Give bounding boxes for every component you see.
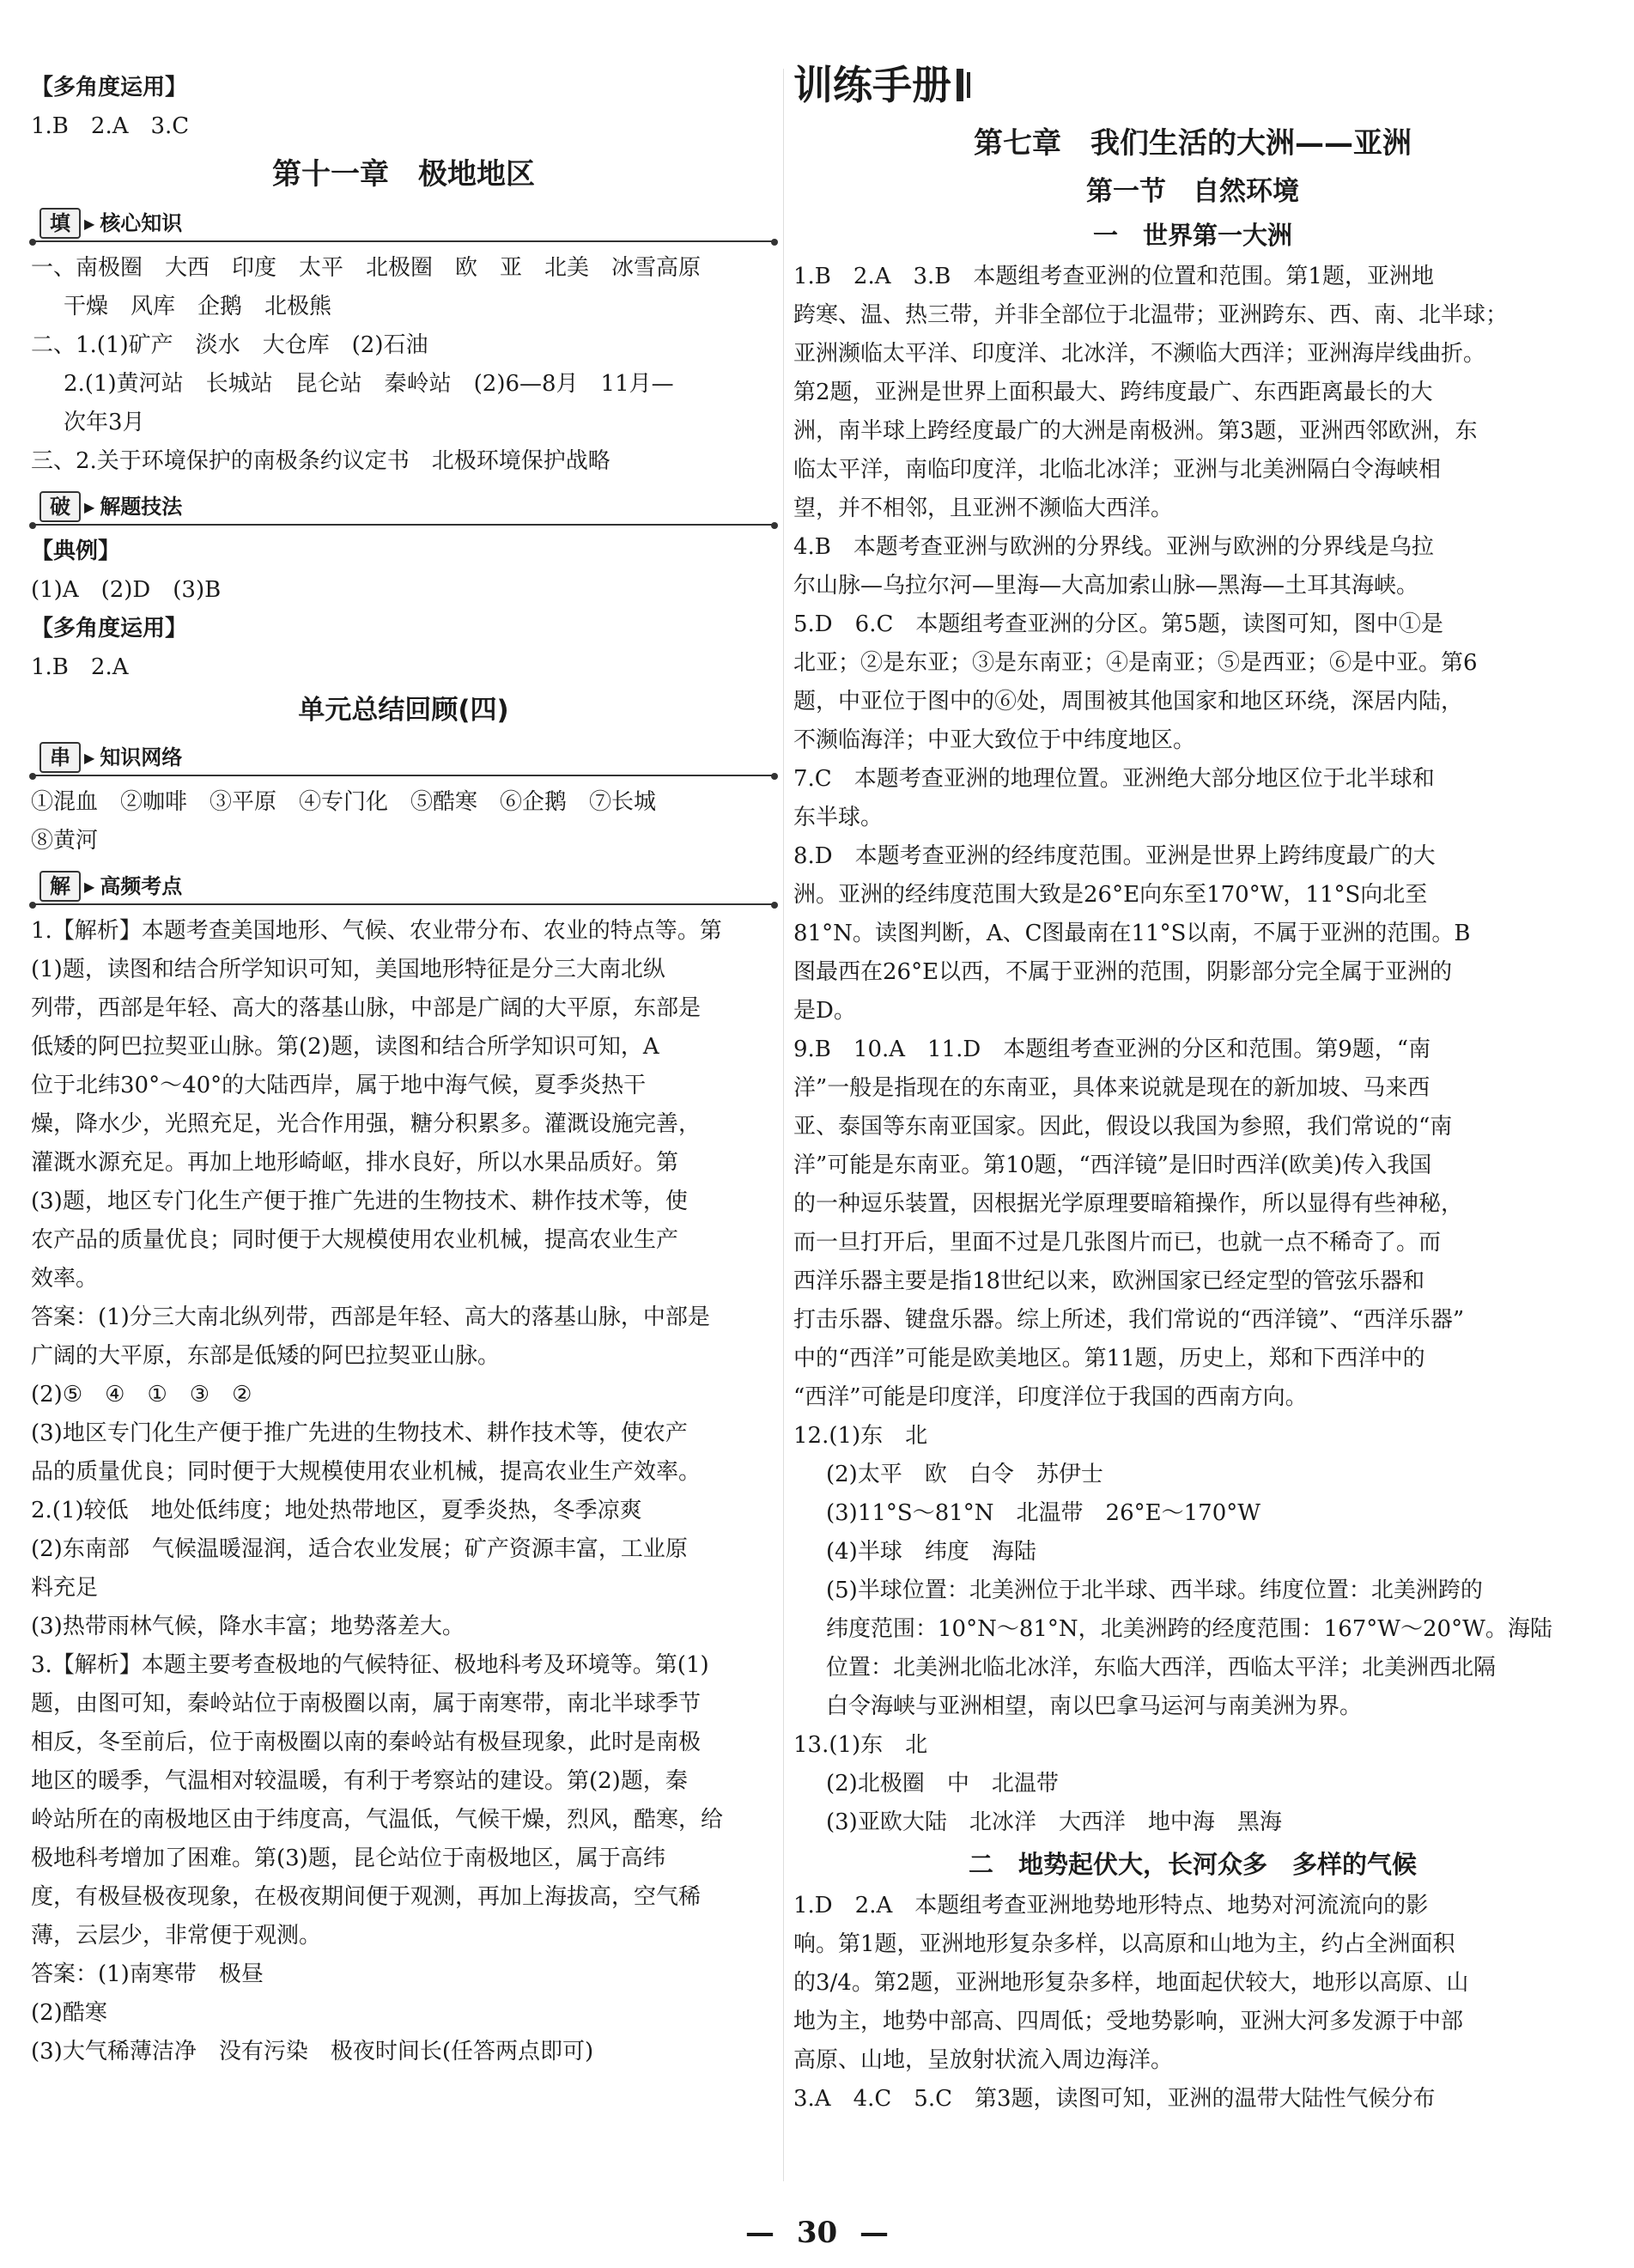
p9-line: 西洋乐器主要是指18世纪以来，欧洲国家已经定型的管弦乐器和	[793, 1268, 1425, 1294]
p8-line: 是D。	[793, 998, 856, 1024]
p7-line: 7.C 本题考查亚洲的地理位置。亚洲绝大部分地区位于北半球和	[793, 766, 1435, 792]
tag-box: 串	[39, 742, 81, 773]
q1-line: (3)题，地区专门化生产便于推广先进的生物技术、耕作技术等，使	[31, 1189, 688, 1214]
triangle-right-icon: ▶	[84, 878, 95, 895]
q1-line: 广阔的大平原，东部是低矮的阿巴拉契亚山脉。	[31, 1343, 501, 1369]
tag-high-frequency	[31, 869, 776, 905]
q2-line: (2)东南部 气候温暖湿润，适合农业发展；矿产资源丰富，工业原	[31, 1536, 688, 1562]
q2-line: 2.(1)较低 地处低纬度；地处热带地区，夏季炎热，冬季凉爽	[31, 1498, 642, 1523]
q1-line: 燥，降水少，光照充足，光合作用强，糖分积累多。灌溉设施完善，	[31, 1111, 702, 1137]
p1-line: 跨寒、温、热三带，并非全部位于北温带；亚洲跨东、西、南、北半球；	[793, 302, 1509, 328]
p8-line: 81°N。读图判断，A、C图最南在11°S以南，不属于亚洲的范围。B	[793, 921, 1471, 946]
q1-line: (1)题，读图和结合所学知识可知，美国地形特征是分三大南北纵	[31, 957, 665, 982]
dot-icon	[29, 522, 36, 529]
right-column	[793, 62, 1592, 2119]
p8-line: 洲。亚洲的经纬度范围大致是26°E向东至170°W，11°S向北至	[793, 882, 1428, 908]
q1-line: (2)⑤ ④ ① ③ ②	[31, 1382, 252, 1408]
q1-line: 低矮的阿巴拉契亚山脉。第(2)题，读图和结合所学知识可知，A	[31, 1034, 659, 1060]
subsection-2-title: 二 地势起伏大，长河众多 多样的气候	[968, 1850, 1417, 1879]
multi-angle-answers: 1.B 2.A 3.C	[31, 113, 190, 139]
dot-icon	[771, 773, 778, 780]
q2-line: 料充足	[31, 1575, 99, 1601]
unit-review-title: 单元总结回顾(四)	[298, 695, 509, 726]
p1-line: 洲，南半球上跨经度最广的大洲是南极洲。第3题，亚洲西邻欧洲，东	[793, 418, 1478, 444]
triangle-right-icon: ▶	[84, 749, 95, 766]
tag-box: 填	[39, 208, 81, 239]
q3-line: 极地科考增加了困难。第(3)题，昆仑站位于南极地区，属于高纬	[31, 1845, 665, 1871]
p21-line: 响。第1题，亚洲地形复杂多样，以高原和山地为主，约占全洲面积	[793, 1931, 1455, 1957]
q2-line: (3)热带雨林气候，降水丰富；地势落差大。	[31, 1614, 465, 1639]
p21-line: 1.D 2.A 本题组考查亚洲地势地形特点、地势对河流流向的影	[793, 1893, 1429, 1918]
p7-line: 东半球。	[793, 805, 884, 830]
tag-label: 知识网络	[100, 745, 183, 769]
page-footer	[0, 2216, 1634, 2250]
triangle-right-icon: ▶	[84, 215, 95, 232]
chapter-7-title: 第七章 我们生活的大洲——亚洲	[974, 126, 1412, 161]
dot-icon	[771, 239, 778, 246]
dot-icon	[29, 239, 36, 246]
q1-line: 效率。	[31, 1266, 99, 1292]
fill-line: 次年3月	[64, 410, 145, 435]
p5-line: 北亚；②是东亚；③是东南亚；④是南亚；⑤是西亚；⑥是中亚。第6	[793, 650, 1478, 676]
q3-line: 题，由图可知，秦岭站位于南极圈以南，属于南寒带，南北半球季节	[31, 1691, 702, 1717]
q3-line: 薄，云层少，非常便于观测。	[31, 1923, 322, 1949]
p21-line: 地为主，地势中部高、四周低；受地势影响，亚洲大河多发源于中部	[793, 2009, 1464, 2034]
p23-line: 3.A 4.C 5.C 第3题，读图可知，亚洲的温带大陆性气候分布	[793, 2086, 1436, 2112]
decor-bar-icon	[967, 72, 970, 98]
page-number: 30	[796, 2216, 838, 2250]
training-manual-text: 训练手册	[793, 62, 951, 108]
footer-dash: —	[860, 2216, 889, 2250]
multi-angle-heading-2: 【多角度运用】	[31, 616, 188, 641]
p5-line: 5.D 6.C 本题组考查亚洲的分区。第5题，读图可知，图中①是	[793, 611, 1443, 637]
dot-icon	[771, 522, 778, 529]
q3-line: 相反，冬至前后，位于南极圈以南的秦岭站有极昼现象，此时是南极	[31, 1730, 702, 1755]
tag-box: 破	[39, 491, 81, 522]
p9-line: “西洋”可能是印度洋，印度洋位于我国的西南方向。	[793, 1384, 1308, 1410]
p21-line: 高原、山地，呈放射状流入周边海洋。	[793, 2047, 1174, 2073]
p8-line: 8.D 本题考查亚洲的经纬度范围。亚洲是世界上跨纬度最广的大	[793, 843, 1436, 869]
dot-icon	[771, 902, 778, 909]
p9-line: 打击乐器、键盘乐器。综上所述，我们常说的“西洋镜”、“西洋乐器”	[793, 1307, 1465, 1333]
footer-dash: —	[744, 2216, 774, 2250]
tag-label: 高频考点	[100, 873, 183, 898]
p9-line: 而一旦打开后，里面不过是几张图片而已，也就一点不稀奇了。而	[793, 1230, 1442, 1256]
p1-line: 临太平洋，南临印度洋，北临北冰洋；亚洲与北美洲隔白令海峡相	[793, 457, 1442, 483]
dot-icon	[29, 902, 36, 909]
p8-line: 图最西在26°E以西，不属于亚洲的范围，阴影部分完全属于亚洲的	[793, 959, 1453, 985]
p9-line: 9.B 10.A 11.D 本题组考查亚洲的分区和范围。第9题，“南	[793, 1037, 1431, 1062]
q1-line: 1.【解析】本题考查美国地形、气候、农业带分布、农业的特点等。第	[31, 918, 722, 944]
p13-line: (2)北极圈 中 北温带	[826, 1771, 1059, 1797]
multi-angle-answers-2: 1.B 2.A	[31, 654, 129, 680]
p5-line: 不濒临海洋；中亚大致位于中纬度地区。	[793, 727, 1196, 753]
q3-line: 3.【解析】本题主要考查极地的气候特征、极地科考及环境等。第(1)	[31, 1652, 709, 1678]
q3-line: 度，有极昼极夜现象，在极夜期间便于观测，再加上海拔高，空气稀	[31, 1884, 702, 1910]
p9-line: 洋”一般是指现在的东南亚，具体来说就是现在的新加坡、马来西	[793, 1075, 1431, 1101]
p9-line: 中的“西洋”可能是欧美地区。第11题，历史上，郑和下西洋中的	[793, 1346, 1425, 1371]
tag-core-knowledge	[31, 206, 776, 242]
p9-line: 亚、泰国等东南亚国家。因此，假设以我国为参照，我们常说的“南	[793, 1114, 1453, 1140]
chapter-11-title: 第十一章 极地地区	[272, 157, 535, 192]
p13-line: 13.(1)东 北	[793, 1732, 928, 1758]
p12-line: (2)太平 欧 白令 苏伊士	[826, 1462, 1103, 1487]
tag-label: 核心知识	[100, 210, 183, 235]
tag-label: 解题技法	[100, 494, 183, 519]
p12-line: 纬度范围：10°N～81°N，北美洲跨的经度范围：167°W～20°W。海陆	[826, 1616, 1552, 1642]
section-1-title: 第一节 自然环境	[1086, 176, 1299, 207]
network-line: ⑧黄河	[31, 828, 99, 854]
q1-line: 品的质量优良；同时便于大规模使用农业机械，提高农业生产效率。	[31, 1459, 702, 1485]
p12-line: 12.(1)东 北	[793, 1423, 928, 1449]
p12-line: (3)11°S～81°N 北温带 26°E～170°W	[826, 1500, 1260, 1526]
fill-line: 二、1.(1)矿产 淡水 大仓库 (2)石油	[31, 332, 428, 358]
fill-line: 一、南极圈 大西 印度 太平 北极圈 欧 亚 北美 冰雪高原	[31, 255, 702, 281]
tag-box: 解	[39, 871, 81, 902]
p12-line: 白令海峡与亚洲相望，南以巴拿马运河与南美洲为界。	[826, 1693, 1363, 1719]
fill-line: 三、2.关于环境保护的南极条约议定书 北极环境保护战略	[31, 448, 610, 474]
dot-icon	[29, 773, 36, 780]
q3-line: 岭站所在的南极地区由于纬度高，气温低，气候干燥，烈风，酷寒，给	[31, 1807, 724, 1833]
decor-bar-icon	[957, 69, 963, 101]
p9-line: 洋”可能是东南亚。第10题，“西洋镜”是旧时西洋(欧美)传入我国	[793, 1152, 1432, 1178]
q3-line: (3)大气稀薄洁净 没有污染 极夜时间长(任答两点即可)	[31, 2039, 594, 2064]
q1-line: 农产品的质量优良；同时便于大规模使用农业机械，提高农业生产	[31, 1227, 679, 1253]
p1-line: 望，并不相邻，且亚洲不濒临大西洋。	[793, 496, 1174, 521]
network-line: ①混血 ②咖啡 ③平原 ④专门化 ⑤酷寒 ⑥企鹅 ⑦长城	[31, 789, 657, 815]
q1-line: 列带，西部是年轻、高大的落基山脉，中部是广阔的大平原，东部是	[31, 995, 702, 1021]
p9-line: 的一种逗乐装置，因根据光学原理要暗箱操作，所以显得有些神秘，	[793, 1191, 1464, 1217]
triangle-right-icon: ▶	[84, 498, 95, 515]
p1-line: 亚洲濒临太平洋、印度洋、北冰洋，不濒临大西洋；亚洲海岸线曲折。	[793, 341, 1486, 367]
subsection-1-title: 一 世界第一大洲	[1092, 221, 1292, 250]
p5-line: 题，中亚位于图中的⑥处，周围被其他国家和地区环绕，深居内陆，	[793, 689, 1464, 714]
fill-line: 干燥 风库 企鹅 北极熊	[64, 294, 332, 319]
fill-line: 2.(1)黄河站 长城站 昆仑站 秦岭站 (2)6—8月 11月—	[64, 371, 674, 397]
column-divider	[783, 69, 784, 2181]
typical-example-heading: 【典例】	[31, 538, 121, 564]
q1-line: 位于北纬30°～40°的大陆西岸，属于地中海气候，夏季炎热干	[31, 1073, 647, 1098]
p4-line: 4.B 本题考查亚洲与欧洲的分界线。亚洲与欧洲的分界线是乌拉	[793, 534, 1434, 560]
p13-line: (3)亚欧大陆 北冰洋 大西洋 地中海 黑海	[826, 1809, 1282, 1835]
q3-line: 地区的暖季，气温相对较温暖，有利于考察站的建设。第(2)题，秦	[31, 1768, 688, 1794]
p12-line: 位置：北美洲北临北冰洋，东临大西洋，西临太平洋；北美洲西北隔	[826, 1655, 1497, 1681]
p4-line: 尔山脉—乌拉尔河—里海—大高加索山脉—黑海—土耳其海峡。	[793, 573, 1419, 599]
p12-line: (5)半球位置：北美洲位于北半球、西半球。纬度位置：北美洲跨的	[826, 1578, 1483, 1603]
p1-line: 第2题，亚洲是世界上面积最大、跨纬度最广、东西距离最长的大	[793, 380, 1433, 405]
tag-knowledge-network	[31, 740, 776, 776]
p1-line: 1.B 2.A 3.B 本题组考查亚洲的位置和范围。第1题，亚洲地	[793, 264, 1434, 289]
q1-line: 灌溉水源充足。再加上地形崎岖，排水良好，所以水果品质好。第	[31, 1150, 679, 1176]
q3-line: 答案：(1)南寒带 极昼	[31, 1961, 264, 1987]
left-column	[31, 69, 776, 2071]
p21-line: 的3/4。第2题，亚洲地形复杂多样，地面起伏较大，地形以高原、山	[793, 1970, 1469, 1996]
multi-angle-heading: 【多角度运用】	[31, 75, 188, 100]
q1-line: 答案：(1)分三大南北纵列带，西部是年轻、高大的落基山脉，中部是	[31, 1304, 710, 1330]
typical-example-answers: (1)A (2)D (3)B	[31, 577, 222, 603]
tag-problem-solving	[31, 489, 776, 526]
q1-line: (3)地区专门化生产便于推广先进的生物技术、耕作技术等，使农产	[31, 1420, 688, 1446]
training-manual-title	[793, 55, 1592, 115]
p12-line: (4)半球 纬度 海陆	[826, 1539, 1036, 1565]
q3-line: (2)酷寒	[31, 2000, 107, 2026]
